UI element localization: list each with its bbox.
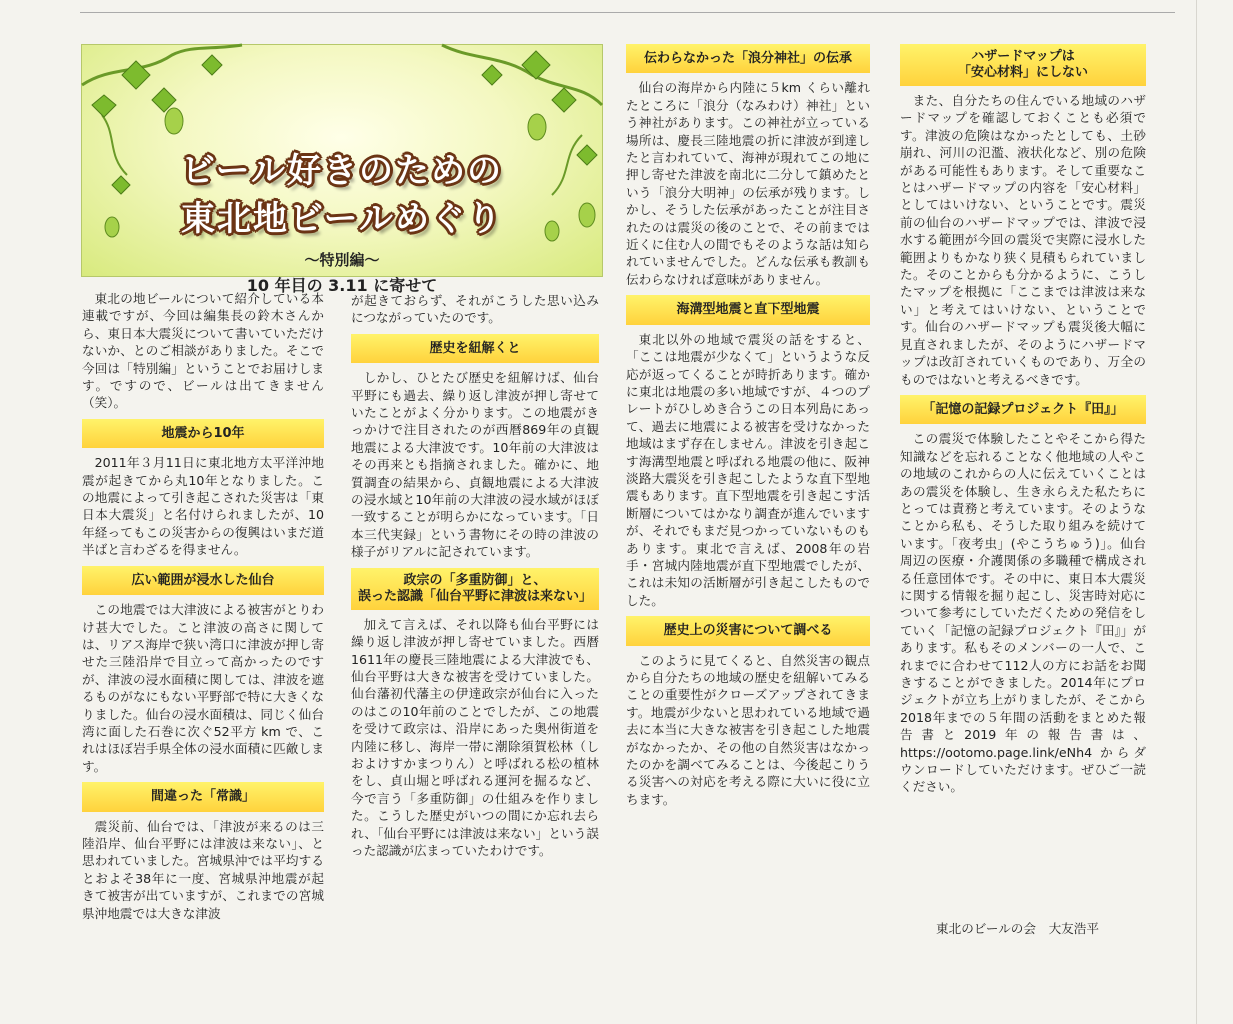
section-body: この地震では大津波による被害がとりわけ甚大でした。こと津波の高さに関しては、リアス海岸で狭い湾口に津波が押し寄せた三陸沿岸で目立って高かったのですが、津波の浸水面積に関しては、津波を遮るものがなにもない平野部で特に大きくなりました。仙台の浸水面積は、同じく仙台湾に面した石巻に次ぐ52平方 km で、これはほぼ岩手県全体の浸水面積に匹敵します。 — [82, 602, 324, 774]
section-heading-line2: 「安心材料」にしない — [957, 65, 1088, 80]
section-heading: 地震から10年 — [82, 419, 324, 448]
column-1 — [82, 290, 324, 922]
section-body: この震災で体験したことやそこから得た知識などを忘れることなく他地域の人やこの地域のこれからの人に伝えていくことはあの震災を体験し、生き永らえた私たちにとっては責務と考えています。そのようなことから私も、そうした取り組みを続けています。「夜考虫」(やこうちゅう)」。仙台周辺の医療・介護関係の多職種で構成される任意団体です。その中に、東日本大震災に関する情報を掘り起こし、災害時対応について参考にしていただくための発信をしていく「記憶の記録プロジェクト『田』」があります。私もそのメンバーの一人で、これまでに合わせて112人の方にお話をお聞きすることができました。2014年にプロジェクトが立ち上がりましたが、そこから2018年までの５年間の活動をまとめた報告書と2019年の報告書は、https://ootomo.page.link/eNh4 からダウンロードしていただけます。ぜひご一読ください。 — [900, 431, 1146, 795]
column-4 — [900, 44, 1146, 796]
section-body: しかし、ひとたび歴史を紐解けば、仙台平野にも過去、繰り返し津波が押し寄せていたことがよく分かります。この地震がきっかけで注目されたのが西暦869年の貞観地震による大津波です。10年前の大津波はその再来とも指摘されました。確かに、地質調査の結果から、貞観地震による大津波の浸水域と10年前の大津波の浸水域がほぼ一致することが明らかになっています。「日本三代実録」という書物にその時の津波の様子がリアルに記されています。 — [351, 370, 599, 560]
top-rule — [80, 12, 1175, 13]
section-heading: 歴史上の災害について調べる — [626, 616, 870, 645]
section-heading: 広い範囲が浸水した仙台 — [82, 566, 324, 595]
intro-paragraph: 東北の地ビールについて紹介している本連載ですが、今回は編集長の鈴木さんから、東日本大震災について書いていただけないか、とのご相談がありました。そこで今回は「特別編」ということでお届けします。ですので、ビールは出てきません（笑）。 — [82, 291, 324, 411]
column-2 — [351, 292, 599, 859]
section-heading-line1: ハザードマップは — [971, 49, 1075, 64]
banner-subtitle: ～特別編～ — [304, 251, 380, 269]
section-heading: 「記憶の記録プロジェクト『田』」 — [900, 395, 1146, 424]
section-body-continued: が起きておらず、それがこうした思い込みにつながっていたのです。 — [351, 293, 599, 326]
column-3 — [626, 44, 870, 808]
section-body: 2011年３月11日に東北地方太平洋沖地震が起きてから丸10年となりました。この地震によって引き起こされた災害は「東日本大震災」と名付けられましたが、10年経ってもこの災害からの復興はいまだ道半ばと言わざるを得ません。 — [82, 455, 324, 558]
section-heading: 伝わらなかった「浪分神社」の伝承 — [626, 44, 870, 73]
banner-title-line1: ビール好きのための — [181, 151, 503, 191]
section-body: 震災前、仙台では、「津波が来るのは三陸沿岸、仙台平野には津波は来ない」、と思われていました。宮城県沖では平均するとおよそ38年に一度、宮城県沖地震が起きて被害が出ていますが、これまでの宮城県沖地震では大きな津波 — [82, 818, 324, 921]
page-edge — [1196, 0, 1197, 1024]
banner-title-line2: 東北地ビールめぐり — [181, 199, 503, 239]
author-signature: 東北のビールの会 大友浩平 — [936, 921, 1099, 936]
section-body: 加えて言えば、それ以降も仙台平野には繰り返し津波が押し寄せていました。西暦1611年の慶長三陸地震による大津波でも、仙台平野は大きな被害を受けていました。仙台藩初代藩主の伊達政宗が仙台に入ったのはこの10年前のことでしたが、この地震を受けて政宗は、沿岸にあった奥州街道を内陸に移し、海岸一帯に潮除須賀松林（しおよけすかまつりん）と呼ばれる松の植林をし、貞山堀と呼ばれる運河を掘るなど、今で言う「多重防御」の仕組みを作りました。こうした歴史がいつの間にか忘れ去られ、「仙台平野には津波は来ない」という誤った認識が広まっていたわけです。 — [351, 616, 599, 858]
banner-subtitle-date: 10 年目の 3.11 に寄せて — [246, 276, 438, 295]
section-body: 仙台の海岸から内陸に５km くらい離れたところに「浪分（なみわけ）神社」という神社があります。この神社が立っている場所は、慶長三陸地震の折に津波が到達したと言われていて、海神が現れてこの地に押し寄せた津波を南北に二分して鎮めたという「浪分大明神」の伝承が残ります。しかし、そうした伝承があったことが注目されたのは震災の後のことで、その前までは近くに住む人の間でもそのような話は知られていませんでした。どんな伝承も教訓も伝わらなければ意味がありません。 — [626, 80, 870, 287]
section-heading — [351, 568, 599, 610]
section-heading — [900, 44, 1146, 86]
section-body: このように見てくると、自然災害の観点から自分たちの地域の歴史を紐解いてみることの重要性がクローズアップされてきます。地震が少ないと思われている地域で過去に本当に大きな被害を引き起こした地震がなかったか、その他の自然災害はなかったのかを調べてみることは、今後起こりうる災害への対応を考える際に大いに役に立ちます。 — [626, 652, 870, 807]
title-banner — [81, 44, 603, 295]
section-body: また、自分たちの住んでいる地域のハザードマップを確認しておくことも必須です。津波の危険はなかったとしても、土砂崩れ、河川の氾濫、液状化など、別の危険がある可能性もあります。そして重要なことはハザードマップの内容を「安心材料」としてはいけない、ということです。震災前の仙台のハザードマップでは、津波で浸水する範囲が今回の震災で実際に浸水した範囲よりもかなり狭く見積もられていました。そのことからも分かるように、こうしたマップを根拠に「ここまでは津波は来ない」と考えてはいけない、ということです。仙台のハザードマップも震災後大幅に見直されましたが、そのようにハザードマップは改訂されていくものであり、万全のものではないと考えるべきです。 — [900, 93, 1146, 387]
section-heading-line2: 誤った認識「仙台平野に津波は来ない」 — [357, 588, 592, 604]
section-heading: 歴史を紐解くと — [351, 334, 599, 363]
section-heading: 間違った「常識」 — [82, 782, 324, 811]
section-heading: 海溝型地震と直下型地震 — [626, 295, 870, 324]
section-heading-line1: 政宗の「多重防御」と、 — [403, 572, 547, 588]
section-body: 東北以外の地域で震災の話をすると、「ここは地震が少なくて」というような反応が返ってくることが時折あります。確かに東北は地震の多い地域ですが、４つのプレートがひしめき合うこの日本列島にあって、過去に地震による被害を受けなかった地域はまず存在しません。津波を引き起こす海溝型地震と呼ばれる地震の他に、阪神淡路大震災を引き起こしたような直下型地震もあります。直下型地震を引き起こす活断層についてはかなり調査が進んでいますが、それでもまだ見つかっていないものもあります。東北で言えば、2008年の岩手・宮城内陸地震が直下型地震でしたが、これは未知の活断層が引き起こしたものでした。 — [626, 331, 870, 608]
